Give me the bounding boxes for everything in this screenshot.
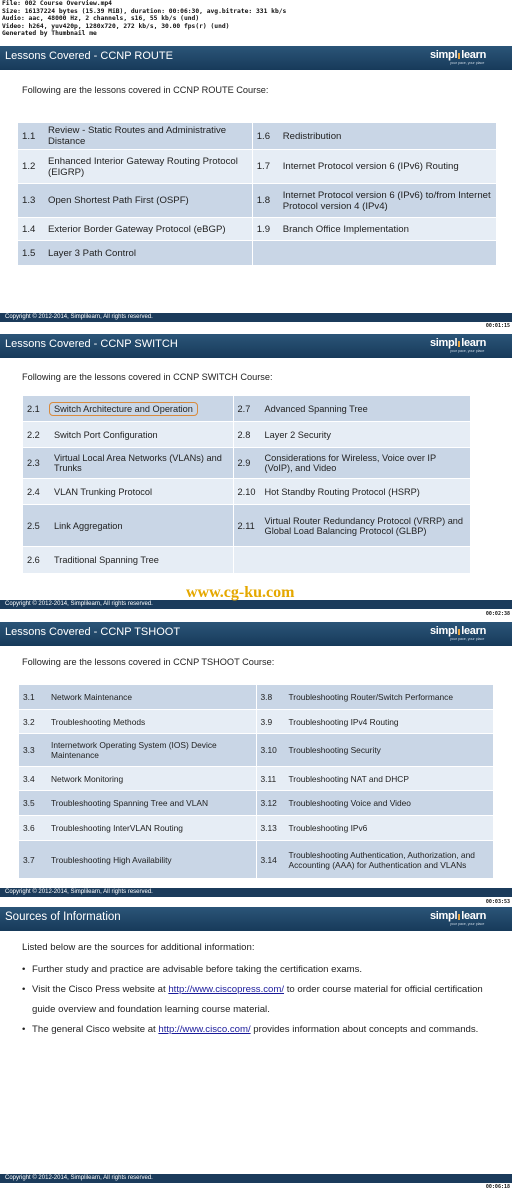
lesson-title: Internet Protocol version 6 (IPv6) Routing [282, 161, 459, 172]
info-video: Video: h264, yuv420p, 1280x720, 272 kb/s, 30.00 fps(r) (und) [2, 22, 230, 30]
lesson-cell [18, 123, 253, 150]
info-audio: Audio: aac, 48000 Hz, 2 channels, s16, 55 kb/s (und) [2, 15, 200, 23]
lesson-cell [18, 150, 253, 184]
lesson-title: Traditional Spanning Tree [54, 555, 159, 565]
logo-tagline: your pace, your place [449, 637, 485, 641]
lesson-number: 1.1 [22, 130, 36, 142]
lesson-cell [23, 448, 234, 479]
lesson-number: 2.11 [237, 520, 255, 531]
bullet-dot-icon: • [22, 984, 26, 995]
lesson-title: Troubleshooting NAT and DHCP [288, 773, 409, 784]
lesson-number: 3.12 [260, 798, 277, 808]
lesson-title: Troubleshooting Spanning Tree and VLAN [51, 798, 209, 808]
lesson-cell [23, 547, 234, 574]
lesson-number: 3.9 [260, 716, 273, 727]
lesson-number: 1.8 [256, 195, 271, 206]
lesson-cell [256, 841, 494, 879]
lesson-title: Layer 2 Security [264, 429, 331, 440]
lesson-number: 3.2 [23, 716, 35, 727]
lesson-title: Troubleshooting High Availability [51, 854, 172, 865]
timestamp: 00:02:38 [485, 611, 510, 617]
sources-list [22, 960, 492, 1040]
lesson-title: Troubleshooting IPv4 Routing [288, 716, 399, 727]
lesson-number: 3.5 [23, 798, 35, 808]
lesson-number: 2.9 [237, 458, 251, 468]
lesson-title: Troubleshooting Security [288, 745, 381, 755]
lesson-cell [19, 767, 257, 791]
lesson-number: 2.8 [237, 429, 251, 440]
lesson-title: Internet Protocol version 6 (IPv6) to/from Internet Protocol version 4 (IPv4) [282, 189, 491, 212]
slide-header [0, 46, 512, 70]
bullet-text-pre: Visit the Cisco Press website at [32, 984, 169, 995]
lesson-number: 3.7 [23, 854, 35, 865]
lesson-number: 3.4 [23, 773, 35, 784]
slide-title: Lessons Covered - CCNP SWITCH [5, 338, 178, 350]
lesson-cell [19, 791, 257, 816]
timestamp: 00:03:53 [485, 899, 510, 905]
lesson-title: Network Monitoring [51, 773, 124, 784]
lesson-title: Review - Static Routes and Administrative Distance [48, 125, 227, 147]
lesson-number: 1.9 [256, 223, 271, 235]
lesson-number: 3.11 [260, 773, 277, 784]
lesson-number: 3.3 [23, 745, 35, 755]
slide-intro: Listed below are the sources for additional information: [22, 942, 255, 953]
timestamp: 00:06:18 [485, 1184, 510, 1190]
lesson-title: Redistribution [282, 130, 342, 142]
lesson-title: Troubleshooting Methods [51, 716, 146, 727]
table-row [19, 841, 494, 879]
table-row [23, 479, 471, 505]
lesson-cell [252, 123, 496, 150]
bullet-text [32, 980, 492, 1020]
lesson-number: 2.10 [237, 486, 256, 497]
lesson-cell [23, 396, 234, 422]
lesson-cell [19, 841, 257, 879]
slide-ccnp-route [0, 46, 512, 330]
table-row [19, 816, 494, 841]
lesson-number: 2.5 [27, 520, 40, 531]
table-row [23, 547, 471, 574]
slide-footer: Copyright © 2012-2014, Simplilearn, All rights reserved. [0, 313, 512, 322]
lesson-cell [252, 150, 496, 184]
lesson-title: Enhanced Interior Gateway Routing Protocol (EIGRP) [48, 155, 238, 178]
lesson-cell [233, 479, 470, 505]
lesson-title: Troubleshooting Voice and Video [288, 798, 411, 808]
lesson-number: 2.1 [27, 403, 40, 414]
lesson-title: Virtual Router Redundancy Protocol (VRRP) and Global Load Balancing Protocol (GLBP) [264, 515, 464, 536]
watermark: www.cg-ku.com [186, 584, 295, 601]
video-info-header [0, 0, 512, 46]
table-row [18, 150, 497, 184]
bullet-dot-icon: • [22, 1024, 26, 1035]
lesson-cell [252, 218, 496, 241]
info-generator: Generated by Thumbnail me [2, 30, 97, 38]
slide-footer: Copyright © 2012-2014, Simplilearn, All rights reserved. [0, 1174, 512, 1183]
source-link[interactable]: http://www.ciscopress.com/ [168, 984, 285, 995]
table-row [19, 734, 494, 767]
lesson-number: 3.1 [23, 692, 35, 702]
lesson-cell [19, 734, 257, 767]
logo-tagline: your pace, your place [449, 61, 485, 65]
lesson-title: Hot Standby Routing Protocol (HSRP) [264, 486, 420, 497]
bullet-dot-icon: • [22, 964, 26, 975]
info-size: Size: 16137224 bytes (15.39 MiB), duration: 00:06:30, avg.bitrate: 331 kb/s [2, 7, 287, 15]
lesson-cell [18, 241, 253, 266]
lesson-number: 1.7 [256, 161, 271, 172]
lesson-title: Exterior Border Gateway Protocol (eBGP) [48, 223, 226, 235]
slide-header [0, 622, 512, 646]
lesson-cell [256, 767, 494, 791]
lesson-cell [18, 184, 253, 218]
bullet-text-post: provides information about concepts and commands. [250, 1024, 479, 1035]
lesson-title: Branch Office Implementation [282, 223, 409, 235]
lesson-cell [19, 710, 257, 734]
lesson-title: Switch Port Configuration [54, 429, 158, 440]
lesson-title: Considerations for Wireless, Voice over IP (VoIP), and Video [264, 453, 436, 473]
lesson-title: VLAN Trunking Protocol [54, 486, 153, 497]
lesson-number: 3.6 [23, 823, 35, 833]
slide-intro: Following are the lessons covered in CCNP SWITCH Course: [22, 372, 273, 382]
table-row [19, 767, 494, 791]
lesson-cell [233, 396, 470, 422]
lesson-title: Troubleshooting Authentication, Authorization, and Accounting (AAA) for Authentication and VLANs [288, 849, 475, 870]
lessons-table [17, 122, 497, 266]
lesson-number: 2.3 [27, 458, 40, 468]
bullet-item [22, 980, 492, 1020]
lesson-number: 3.14 [260, 854, 277, 865]
lesson-cell [252, 241, 496, 266]
lesson-cell [233, 505, 470, 547]
logo-tagline: your pace, your place [449, 349, 485, 353]
bullet-item [22, 960, 492, 980]
info-file: File: 002 Course Overview.mp4 [2, 0, 112, 7]
lesson-number: 1.2 [22, 161, 36, 172]
simplilearn-logo: simpl learn your pace, your place [429, 49, 486, 65]
table-row [18, 123, 497, 150]
table-row [19, 710, 494, 734]
lesson-number: 3.8 [260, 692, 273, 702]
lesson-cell [19, 816, 257, 841]
lesson-cell [23, 479, 234, 505]
lesson-cell [256, 816, 494, 841]
table-row [18, 218, 497, 241]
slide-footer: Copyright © 2012-2014, Simplilearn, All rights reserved. [0, 888, 512, 897]
lesson-cell [233, 422, 470, 448]
bullet-text [32, 960, 362, 980]
lesson-number: 3.10 [260, 745, 277, 755]
slide-title: Sources of Information [5, 911, 121, 923]
table-row [23, 505, 471, 547]
table-row [23, 396, 471, 422]
lesson-title: Advanced Spanning Tree [264, 403, 368, 414]
lesson-cell [23, 422, 234, 448]
lesson-cell [23, 505, 234, 547]
slide-header [0, 334, 512, 358]
lesson-title: Internetwork Operating System (IOS) Device Maintenance [51, 740, 217, 760]
slide-title: Lessons Covered - CCNP TSHOOT [5, 626, 181, 638]
lesson-cell [18, 218, 253, 241]
lessons-table [18, 684, 494, 879]
lesson-number: 2.7 [237, 403, 251, 414]
lesson-title: Virtual Local Area Networks (VLANs) and Trunks [54, 453, 222, 473]
slide-intro: Following are the lessons covered in CCNP TSHOOT Course: [22, 657, 275, 667]
table-row [23, 448, 471, 479]
lesson-cell [256, 734, 494, 767]
lesson-title-highlighted: Switch Architecture and Operation [49, 402, 198, 416]
bullet-text-pre: Further study and practice are advisable before taking the certification exams. [32, 964, 363, 975]
lesson-cell [256, 710, 494, 734]
simplilearn-logo: simpl learn your pace, your place [429, 910, 486, 926]
lesson-number: 1.6 [256, 130, 271, 142]
lesson-title: Network Maintenance [51, 692, 132, 702]
slide-ccnp-switch [0, 334, 512, 618]
lesson-title: Troubleshooting Router/Switch Performance [288, 692, 453, 702]
bullet-item [22, 1020, 492, 1040]
lesson-number: 1.3 [22, 195, 36, 206]
lesson-cell [256, 791, 494, 816]
slide-ccnp-tshoot [0, 622, 512, 906]
lesson-number: 3.13 [260, 823, 277, 833]
source-link[interactable]: http://www.cisco.com/ [158, 1024, 251, 1035]
table-row [19, 791, 494, 816]
lesson-number: 1.4 [22, 223, 36, 235]
bullet-text [32, 1020, 478, 1040]
lesson-cell [233, 547, 470, 574]
slide-footer: Copyright © 2012-2014, Simplilearn, All rights reserved. [0, 600, 512, 609]
table-row [18, 241, 497, 266]
lesson-title: Open Shortest Path First (OSPF) [48, 195, 189, 206]
table-row [19, 685, 494, 710]
simplilearn-logo: simpl learn your pace, your place [429, 625, 486, 641]
lesson-title: Troubleshooting InterVLAN Routing [51, 823, 183, 833]
lesson-title: Layer 3 Path Control [48, 247, 136, 259]
slide-title: Lessons Covered - CCNP ROUTE [5, 50, 173, 62]
lesson-cell [252, 184, 496, 218]
table-row [23, 422, 471, 448]
slide-sources [0, 907, 512, 1192]
lessons-table [22, 395, 471, 574]
simplilearn-logo: simpl learn your pace, your place [429, 337, 486, 353]
timestamp: 00:01:15 [485, 323, 510, 329]
lesson-number: 2.4 [27, 486, 40, 497]
lesson-number: 2.2 [27, 429, 40, 440]
lesson-cell [256, 685, 494, 710]
bullet-text-post: to order course material for official certification guide overview and foundation learning course material. [32, 984, 483, 1015]
lesson-title: Troubleshooting IPv6 [288, 823, 368, 833]
slide-header [0, 907, 512, 931]
lesson-cell [233, 448, 470, 479]
logo-tagline: your pace, your place [449, 922, 485, 926]
slide-intro: Following are the lessons covered in CCNP ROUTE Course: [22, 85, 269, 95]
lesson-cell [19, 685, 257, 710]
lesson-number: 1.5 [22, 247, 36, 259]
lesson-title: Link Aggregation [54, 520, 123, 531]
bullet-text-pre: The general Cisco website at [32, 1024, 159, 1035]
table-row [18, 184, 497, 218]
lesson-number: 2.6 [27, 555, 40, 565]
